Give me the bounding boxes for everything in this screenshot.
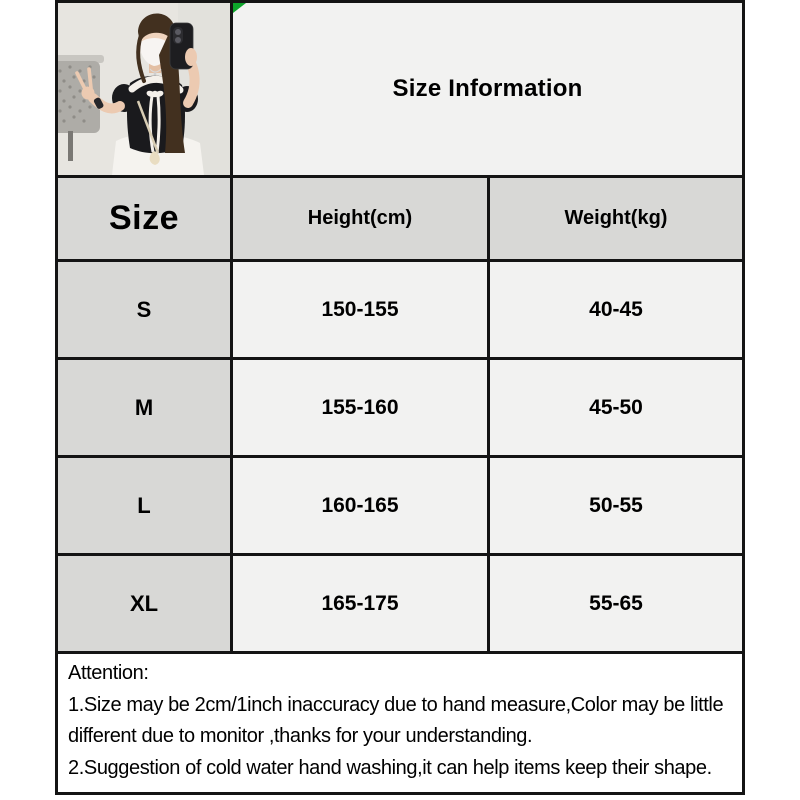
product-photo-illustration bbox=[58, 3, 230, 175]
size-information-header bbox=[233, 3, 742, 175]
table-row-m-label: M bbox=[58, 360, 230, 455]
attention-heading: Attention: bbox=[68, 662, 149, 684]
table-row-s-label: S bbox=[58, 262, 230, 357]
attention-note-2: 2.Suggestion of cold water hand washing,it can help items keep their shape. bbox=[68, 756, 712, 779]
table-row-xl-label: XL bbox=[58, 556, 230, 651]
table-row-m-height: 155-160 bbox=[233, 360, 487, 455]
product-photo bbox=[58, 3, 230, 175]
table-row-s-height: 150-155 bbox=[233, 262, 487, 357]
table-row-l-label: L bbox=[58, 458, 230, 553]
green-corner-mark bbox=[233, 3, 246, 13]
column-header-weight: Weight(kg) bbox=[490, 178, 742, 259]
page-title: Size Information bbox=[392, 75, 583, 102]
table-row-m-weight: 45-50 bbox=[490, 360, 742, 455]
size-chart-sheet bbox=[55, 0, 745, 795]
table-row-xl-weight: 55-65 bbox=[490, 556, 742, 651]
attention-notes bbox=[58, 654, 742, 792]
table-row-l-height: 160-165 bbox=[233, 458, 487, 553]
table-row-s-weight: 40-45 bbox=[490, 262, 742, 357]
column-header-size: Size bbox=[58, 178, 230, 259]
table-row-l-weight: 50-55 bbox=[490, 458, 742, 553]
table-row-xl-height: 165-175 bbox=[233, 556, 487, 651]
column-header-height: Height(cm) bbox=[233, 178, 487, 259]
attention-note-1: 1.Size may be 2cm/1inch inaccuracy due to hand measure,Color may be little different due to monitor ,thanks for your understanding. bbox=[68, 693, 724, 748]
